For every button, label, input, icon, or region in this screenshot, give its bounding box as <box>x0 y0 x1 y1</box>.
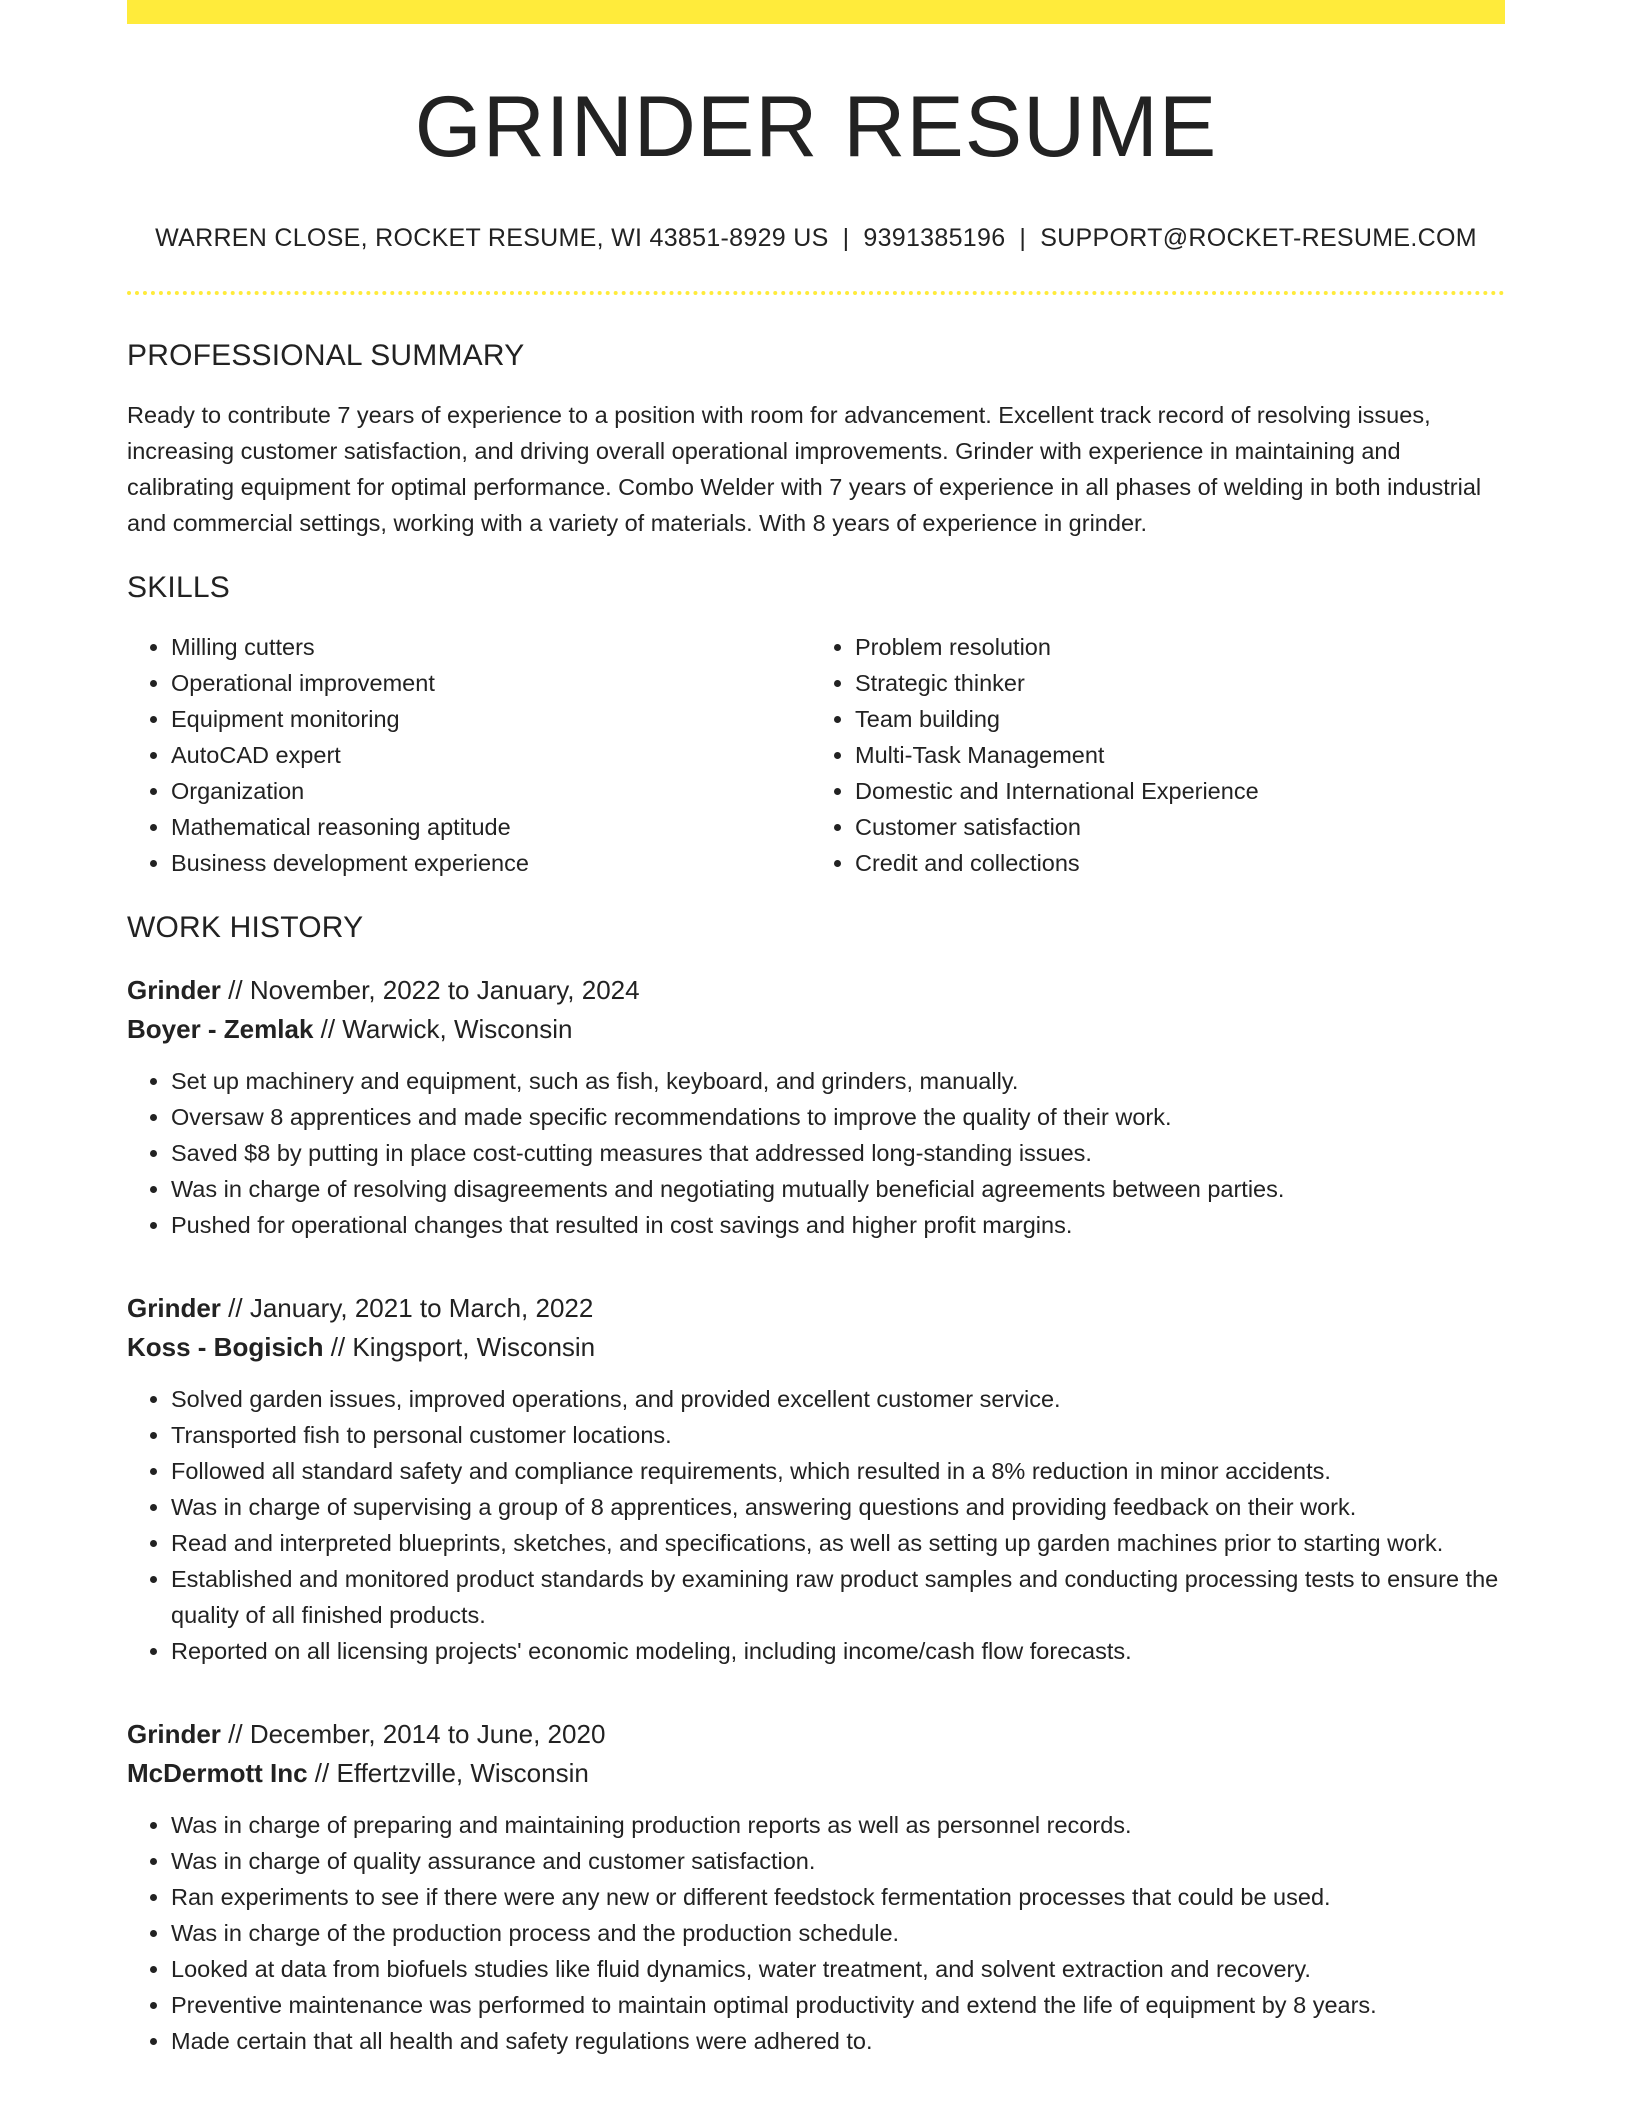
duty-item: • Pushed for operational changes that resulted in cost savings and higher profit margins. <box>171 1207 1505 1243</box>
skill-item: • Organization <box>171 773 805 809</box>
job-role-line <box>127 1715 1505 1754</box>
job-entry <box>127 971 1505 1243</box>
skill-item: • Credit and collections <box>855 845 1489 881</box>
contact-address: WARREN CLOSE, ROCKET RESUME, WI 43851-8929 US <box>155 223 829 252</box>
job-role: Grinder <box>127 1718 221 1749</box>
job-company: McDermott Inc <box>127 1757 308 1788</box>
duty-item: • Read and interpreted blueprints, sketches, and specifications, as well as setting up garden machines prior to starting work. <box>171 1525 1505 1561</box>
job-location: // Effertzville, Wisconsin <box>307 1757 589 1788</box>
duty-item: • Reported on all licensing projects' economic modeling, including income/cash flow forecasts. <box>171 1633 1505 1669</box>
summary-heading: PROFESSIONAL SUMMARY <box>127 338 525 372</box>
job-duties <box>127 1381 1505 1669</box>
top-accent-bar <box>127 0 1505 24</box>
skills-list <box>127 629 1505 881</box>
duty-item: • Was in charge of preparing and maintaining production reports as well as personnel records. <box>171 1807 1505 1843</box>
duty-item: • Preventive maintenance was performed to maintain optimal productivity and extend the life of equipment by 8 years. <box>171 1987 1505 2023</box>
job-role-line <box>127 1289 1505 1328</box>
skill-item: • Business development experience <box>171 845 805 881</box>
duty-item: • Was in charge of quality assurance and customer satisfaction. <box>171 1843 1505 1879</box>
resume-page <box>127 0 1505 2059</box>
duty-item: • Was in charge of supervising a group of 8 apprentices, answering questions and providing feedback on their work. <box>171 1489 1505 1525</box>
skill-item: • Equipment monitoring <box>171 701 805 737</box>
contact-email: SUPPORT@ROCKET-RESUME.COM <box>1040 223 1477 252</box>
job-duties <box>127 1063 1505 1243</box>
skill-item: • Team building <box>855 701 1489 737</box>
job-location: // Warwick, Wisconsin <box>313 1013 573 1044</box>
skill-item: • Problem resolution <box>855 629 1489 665</box>
skill-item: • Multi-Task Management <box>855 737 1489 773</box>
job-company: Koss - Bogisich <box>127 1331 324 1362</box>
job-role: Grinder <box>127 974 221 1005</box>
job-company-line <box>127 1754 1505 1793</box>
job-role-line <box>127 971 1505 1010</box>
duty-item: • Followed all standard safety and compliance requirements, which resulted in a 8% reduction in minor accidents. <box>171 1453 1505 1489</box>
skills-column-left <box>127 629 805 881</box>
contact-separator: | <box>1019 223 1027 252</box>
skills-column-right <box>805 629 1489 881</box>
contact-line <box>127 223 1505 253</box>
duty-item: • Transported fish to personal customer locations. <box>171 1417 1505 1453</box>
duty-item: • Saved $8 by putting in place cost-cutting measures that addressed long-standing issues. <box>171 1135 1505 1171</box>
duty-item: • Ran experiments to see if there were any new or different feedstock fermentation processes that could be used. <box>171 1879 1505 1915</box>
duty-item: • Set up machinery and equipment, such as fish, keyboard, and grinders, manually. <box>171 1063 1505 1099</box>
job-dates: // November, 2022 to January, 2024 <box>220 974 640 1005</box>
dotted-divider <box>127 291 1505 295</box>
job-dates: // December, 2014 to June, 2020 <box>220 1718 606 1749</box>
duty-item: • Solved garden issues, improved operations, and provided excellent customer service. <box>171 1381 1505 1417</box>
job-company-line <box>127 1010 1505 1049</box>
job-entry <box>127 1715 1505 2059</box>
job-location: // Kingsport, Wisconsin <box>323 1331 596 1362</box>
duty-item: • Established and monitored product standards by examining raw product samples and conducting processing tests to ensure the quality of all finished products. <box>171 1561 1505 1633</box>
skill-item: • Milling cutters <box>171 629 805 665</box>
job-company: Boyer - Zemlak <box>127 1013 314 1044</box>
duty-item: • Looked at data from biofuels studies like fluid dynamics, water treatment, and solvent extraction and recovery. <box>171 1951 1505 1987</box>
skill-item: • AutoCAD expert <box>171 737 805 773</box>
skill-item: • Operational improvement <box>171 665 805 701</box>
contact-separator: | <box>842 223 850 252</box>
duty-item: • Made certain that all health and safety regulations were adhered to. <box>171 2023 1505 2059</box>
skill-item: • Mathematical reasoning aptitude <box>171 809 805 845</box>
job-entry <box>127 1289 1505 1669</box>
contact-phone: 9391385196 <box>863 223 1006 252</box>
skill-item: • Customer satisfaction <box>855 809 1489 845</box>
job-duties <box>127 1807 1505 2059</box>
resume-title: GRINDER RESUME <box>414 79 1218 175</box>
work-history-heading: WORK HISTORY <box>127 910 364 944</box>
job-role: Grinder <box>127 1292 221 1323</box>
duty-item: • Oversaw 8 apprentices and made specific recommendations to improve the quality of their work. <box>171 1099 1505 1135</box>
skills-heading: SKILLS <box>127 570 230 604</box>
skill-item: • Domestic and International Experience <box>855 773 1489 809</box>
summary-text: Ready to contribute 7 years of experience to a position with room for advancement. Excellent track record of resolving issues, increasing customer satisfaction, and driving overall operational improvements. Grinder with experience in maintaining and calibrating equipment for optimal performance. Combo Welder with 7 years of experience in all phases of welding in both industrial and commercial settings, working with a variety of materials. With 8 years of experience in grinder. <box>127 401 1482 536</box>
job-company-line <box>127 1328 1505 1367</box>
job-dates: // January, 2021 to March, 2022 <box>220 1292 594 1323</box>
skill-item: • Strategic thinker <box>855 665 1489 701</box>
duty-item: • Was in charge of resolving disagreements and negotiating mutually beneficial agreements between parties. <box>171 1171 1505 1207</box>
duty-item: • Was in charge of the production process and the production schedule. <box>171 1915 1505 1951</box>
